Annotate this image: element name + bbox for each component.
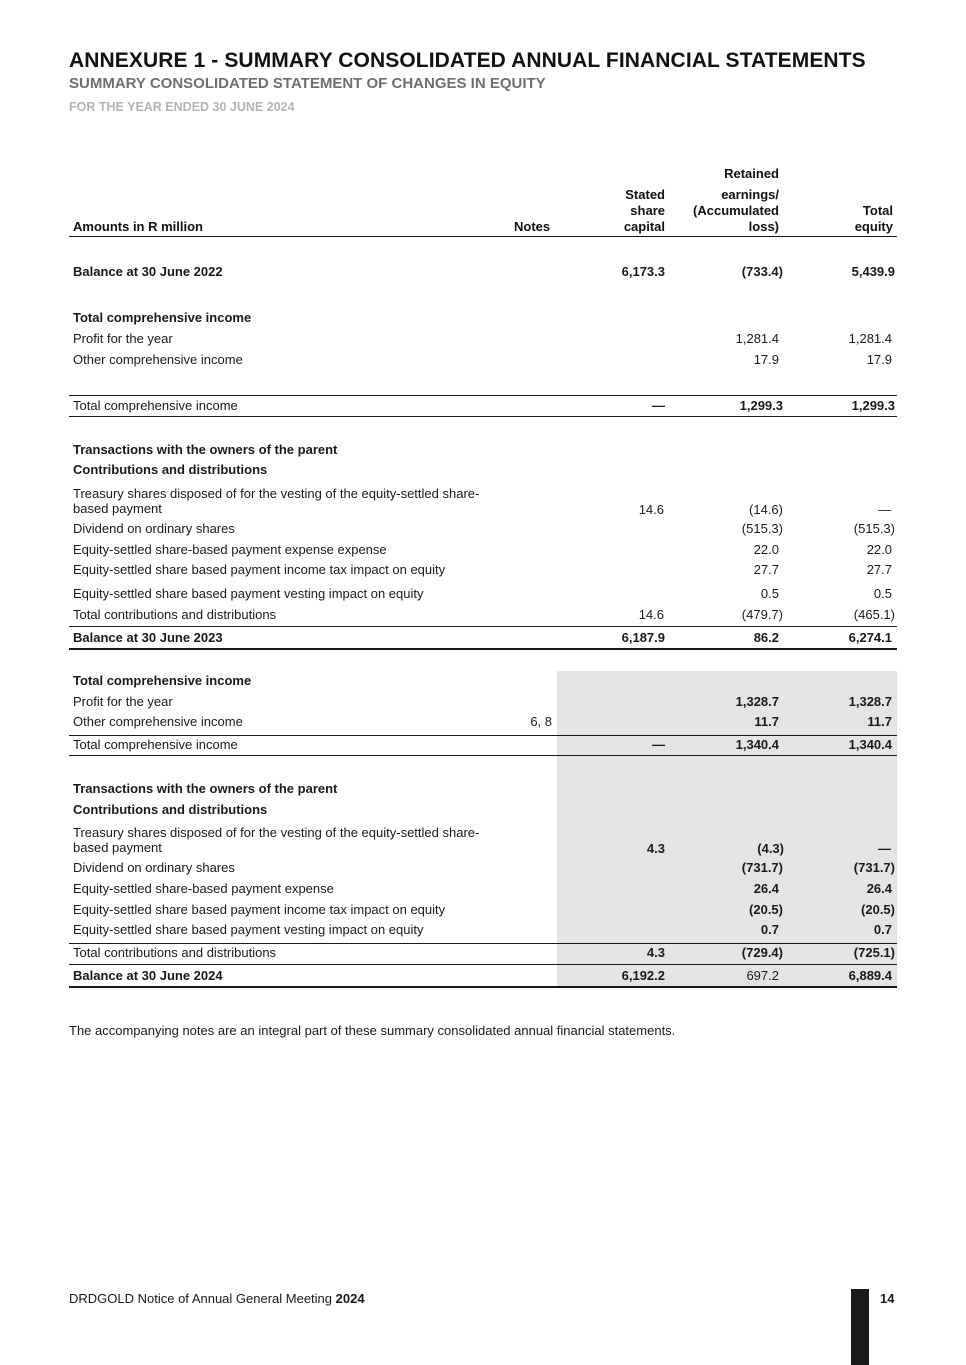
table-row: Equity-settled share based payment vesting impact on equity 0.7 0.7: [73, 922, 892, 937]
table-row: Equity-settled share based payment income tax impact on equity 27.7 27.7: [73, 562, 892, 577]
table-row: Total comprehensive income: [73, 673, 252, 688]
table-row: Profit for the year 1,328.7 1,328.7: [73, 694, 892, 709]
table-row: Balance at 30 June 2023 6,187.9 86.2 6,274.1: [73, 630, 892, 645]
table-row: Profit for the year 1,281.4 1,281.4: [73, 331, 892, 346]
table-row: Equity-settled share-based payment expense 26.4 26.4: [73, 881, 892, 896]
table-row: Balance at 30 June 2024 6,192.2 697.2 6,889.4: [73, 968, 892, 983]
header-retained-earnings: Retained earnings/ (Accumulated loss): [693, 166, 779, 234]
footer-publication: DRDGOLD Notice of Annual General Meeting 2024: [69, 1291, 365, 1306]
table-row: Contributions and distributions: [73, 802, 268, 817]
table-row: Transactions with the owners of the parent: [73, 442, 338, 457]
table-row: Balance at 30 June 2022 6,173.3 (733.4) 5,439.9: [73, 264, 895, 279]
row-rule: [69, 964, 897, 965]
table-row: Dividend on ordinary shares (731.7) (731.7): [73, 860, 895, 875]
table-row: Total comprehensive income: [73, 310, 252, 325]
period-label: FOR THE YEAR ENDED 30 JUNE 2024: [69, 100, 295, 114]
table-row: Equity-settled share-based payment expense expense 22.0 22.0: [73, 542, 892, 557]
table-row: Other comprehensive income 17.9 17.9: [73, 352, 892, 367]
table-row: Total contributions and distributions 14.6 (479.7) (465.1): [73, 607, 895, 622]
footer-bar: [851, 1289, 869, 1365]
table-row: Other comprehensive income 6, 8 11.7 11.7: [73, 714, 892, 729]
table-row: Dividend on ordinary shares (515.3) (515.3): [73, 521, 895, 536]
row-rule: [69, 416, 897, 417]
header-stated-share-capital: Stated share capital: [623, 187, 665, 234]
table-row: Treasury shares disposed of for the vesting of the equity-settled share-based payment 4.3 (4.3) —: [73, 825, 891, 856]
header-amounts: Amounts in R million: [73, 219, 203, 234]
table-row: Transactions with the owners of the parent: [73, 781, 338, 796]
table-row: Total comprehensive income — 1,299.3 1,299.3: [73, 398, 895, 413]
table-row: Total contributions and distributions 4.3 (729.4) (725.1): [73, 945, 895, 960]
row-rule: [69, 648, 897, 650]
changes-in-equity-table: [69, 0, 897, 1365]
page-title: ANNEXURE 1 - SUMMARY CONSOLIDATED ANNUAL FINANCIAL STATEMENTS: [69, 49, 866, 72]
table-row: Contributions and distributions: [73, 462, 268, 477]
row-rule: [69, 755, 897, 756]
header-notes: Notes: [514, 219, 551, 234]
table-row: Equity-settled share based payment vesting impact on equity 0.5 0.5: [73, 586, 892, 601]
page-number: 14: [880, 1291, 895, 1306]
statement-subtitle: SUMMARY CONSOLIDATED STATEMENT OF CHANGES IN EQUITY: [69, 75, 546, 92]
header-total-equity: Total equity: [854, 203, 893, 234]
row-rule: [69, 626, 897, 627]
footnote: The accompanying notes are an integral part of these summary consolidated annual financial statements.: [69, 1023, 676, 1038]
table-row: Equity-settled share based payment income tax impact on equity (20.5) (20.5): [73, 902, 895, 917]
table-row: Treasury shares disposed of for the vesting of the equity-settled share-based payment 14.6 (14.6) —: [73, 486, 891, 517]
table-row: Total comprehensive income — 1,340.4 1,340.4: [73, 737, 892, 752]
row-rule: [69, 986, 897, 988]
header-rule: [69, 236, 897, 237]
